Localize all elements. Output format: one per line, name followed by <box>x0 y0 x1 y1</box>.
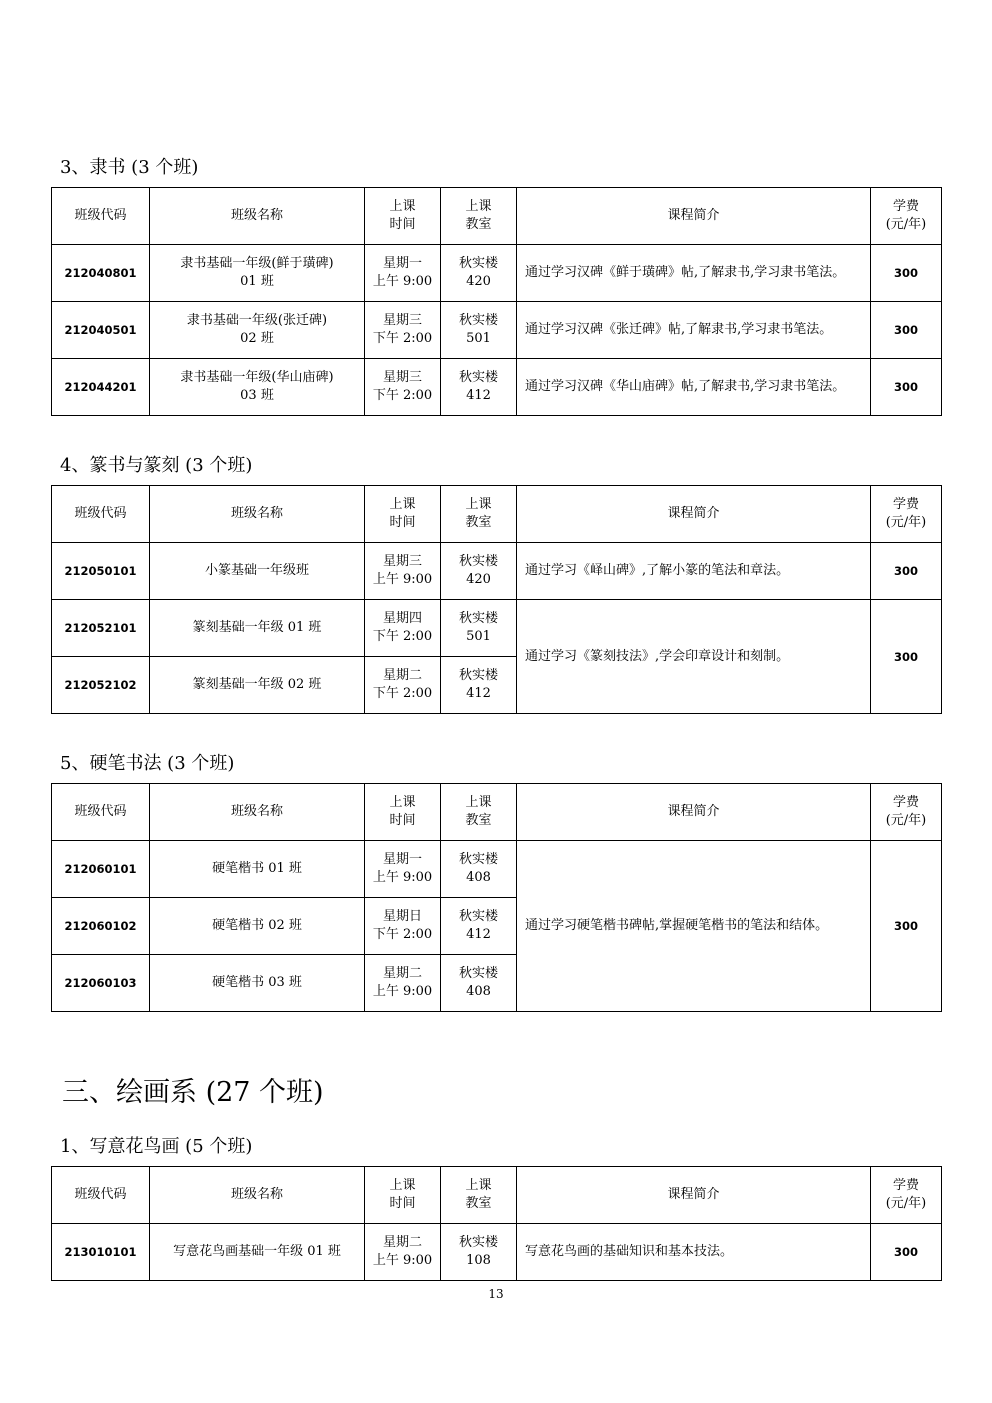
class-time: 星期二 上午 9:00 <box>365 1224 441 1281</box>
header-code: 班级代码 <box>52 188 150 245</box>
section-title-zhuanshu: 4、篆书与篆刻 (3 个班) <box>60 455 253 476</box>
table-huaniao <box>51 1166 942 1281</box>
class-name: 写意花鸟画基础一年级 01 班 <box>150 1224 365 1281</box>
class-name: 硬笔楷书 03 班 <box>150 955 365 1012</box>
header-room: 上课 教室 <box>441 1167 517 1224</box>
class-name: 篆刻基础一年级 02 班 <box>150 657 365 714</box>
class-code: 212052102 <box>52 657 150 714</box>
class-time: 星期三 下午 2:00 <box>365 302 441 359</box>
class-room: 秋实楼 412 <box>441 657 517 714</box>
class-fee: 300 <box>871 1224 942 1281</box>
class-intro: 通过学习汉碑《华山庙碑》帖,了解隶书,学习隶书笔法。 <box>517 359 871 416</box>
table-row <box>52 543 942 600</box>
header-time: 上课 时间 <box>365 486 441 543</box>
class-intro: 通过学习汉碑《张迁碑》帖,了解隶书,学习隶书笔法。 <box>517 302 871 359</box>
class-room: 秋实楼 408 <box>441 955 517 1012</box>
class-fee: 300 <box>871 600 942 714</box>
header-code: 班级代码 <box>52 784 150 841</box>
class-room: 秋实楼 108 <box>441 1224 517 1281</box>
header-fee: 学费 (元/年) <box>871 784 942 841</box>
table-yingbi <box>51 783 942 1012</box>
header-fee: 学费 (元/年) <box>871 1167 942 1224</box>
header-intro: 课程简介 <box>517 1167 871 1224</box>
class-name: 硬笔楷书 02 班 <box>150 898 365 955</box>
class-code: 212040801 <box>52 245 150 302</box>
table-row <box>52 359 942 416</box>
header-name: 班级名称 <box>150 1167 365 1224</box>
class-fee: 300 <box>871 302 942 359</box>
class-code: 212060102 <box>52 898 150 955</box>
class-fee: 300 <box>871 543 942 600</box>
class-room: 秋实楼 412 <box>441 898 517 955</box>
class-time: 星期一 上午 9:00 <box>365 841 441 898</box>
class-time: 星期三 下午 2:00 <box>365 359 441 416</box>
table-header-row <box>52 486 942 543</box>
table-header-row <box>52 1167 942 1224</box>
header-intro: 课程简介 <box>517 784 871 841</box>
table-row <box>52 841 942 898</box>
table-header-row <box>52 188 942 245</box>
department-title: 三、绘画系 (27 个班) <box>62 1077 324 1108</box>
page-number: 13 <box>488 1287 504 1301</box>
class-room: 秋实楼 501 <box>441 302 517 359</box>
class-code: 212052101 <box>52 600 150 657</box>
header-name: 班级名称 <box>150 486 365 543</box>
class-intro: 通过学习汉碑《鲜于璜碑》帖,了解隶书,学习隶书笔法。 <box>517 245 871 302</box>
table-header-row <box>52 784 942 841</box>
header-fee: 学费 (元/年) <box>871 486 942 543</box>
class-intro: 通过学习硬笔楷书碑帖,掌握硬笔楷书的笔法和结体。 <box>517 841 871 1012</box>
class-room: 秋实楼 420 <box>441 245 517 302</box>
class-time: 星期二 下午 2:00 <box>365 657 441 714</box>
class-room: 秋实楼 501 <box>441 600 517 657</box>
class-name: 小篆基础一年级班 <box>150 543 365 600</box>
class-name: 隶书基础一年级(张迁碑) 02 班 <box>150 302 365 359</box>
class-fee: 300 <box>871 359 942 416</box>
table-zhuanshu <box>51 485 942 714</box>
class-name: 隶书基础一年级(鲜于璜碑) 01 班 <box>150 245 365 302</box>
class-time: 星期二 上午 9:00 <box>365 955 441 1012</box>
class-room: 秋实楼 420 <box>441 543 517 600</box>
header-room: 上课 教室 <box>441 188 517 245</box>
class-room: 秋实楼 412 <box>441 359 517 416</box>
header-room: 上课 教室 <box>441 486 517 543</box>
header-intro: 课程简介 <box>517 188 871 245</box>
class-code: 213010101 <box>52 1224 150 1281</box>
header-code: 班级代码 <box>52 486 150 543</box>
class-code: 212060103 <box>52 955 150 1012</box>
class-code: 212050101 <box>52 543 150 600</box>
header-time: 上课 时间 <box>365 188 441 245</box>
class-fee: 300 <box>871 841 942 1012</box>
class-code: 212040501 <box>52 302 150 359</box>
class-code: 212060101 <box>52 841 150 898</box>
class-time: 星期一 上午 9:00 <box>365 245 441 302</box>
class-time: 星期日 下午 2:00 <box>365 898 441 955</box>
table-row <box>52 600 942 657</box>
table-lishu <box>51 187 942 416</box>
section-title-lishu: 3、隶书 (3 个班) <box>60 157 199 178</box>
class-name: 隶书基础一年级(华山庙碑) 03 班 <box>150 359 365 416</box>
header-room: 上课 教室 <box>441 784 517 841</box>
class-time: 星期四 下午 2:00 <box>365 600 441 657</box>
header-intro: 课程简介 <box>517 486 871 543</box>
class-name: 篆刻基础一年级 01 班 <box>150 600 365 657</box>
header-time: 上课 时间 <box>365 1167 441 1224</box>
header-name: 班级名称 <box>150 188 365 245</box>
class-intro: 通过学习《篆刻技法》,学会印章设计和刻制。 <box>517 600 871 714</box>
class-intro: 写意花鸟画的基础知识和基本技法。 <box>517 1224 871 1281</box>
table-row <box>52 245 942 302</box>
class-room: 秋实楼 408 <box>441 841 517 898</box>
class-time: 星期三 上午 9:00 <box>365 543 441 600</box>
section-title-huaniao: 1、写意花鸟画 (5 个班) <box>60 1136 253 1157</box>
class-name: 硬笔楷书 01 班 <box>150 841 365 898</box>
header-fee: 学费 (元/年) <box>871 188 942 245</box>
class-intro: 通过学习《峄山碑》,了解小篆的笔法和章法。 <box>517 543 871 600</box>
table-row <box>52 302 942 359</box>
header-time: 上课 时间 <box>365 784 441 841</box>
header-code: 班级代码 <box>52 1167 150 1224</box>
header-name: 班级名称 <box>150 784 365 841</box>
class-fee: 300 <box>871 245 942 302</box>
class-code: 212044201 <box>52 359 150 416</box>
section-title-yingbi: 5、硬笔书法 (3 个班) <box>60 753 235 774</box>
table-row <box>52 1224 942 1281</box>
